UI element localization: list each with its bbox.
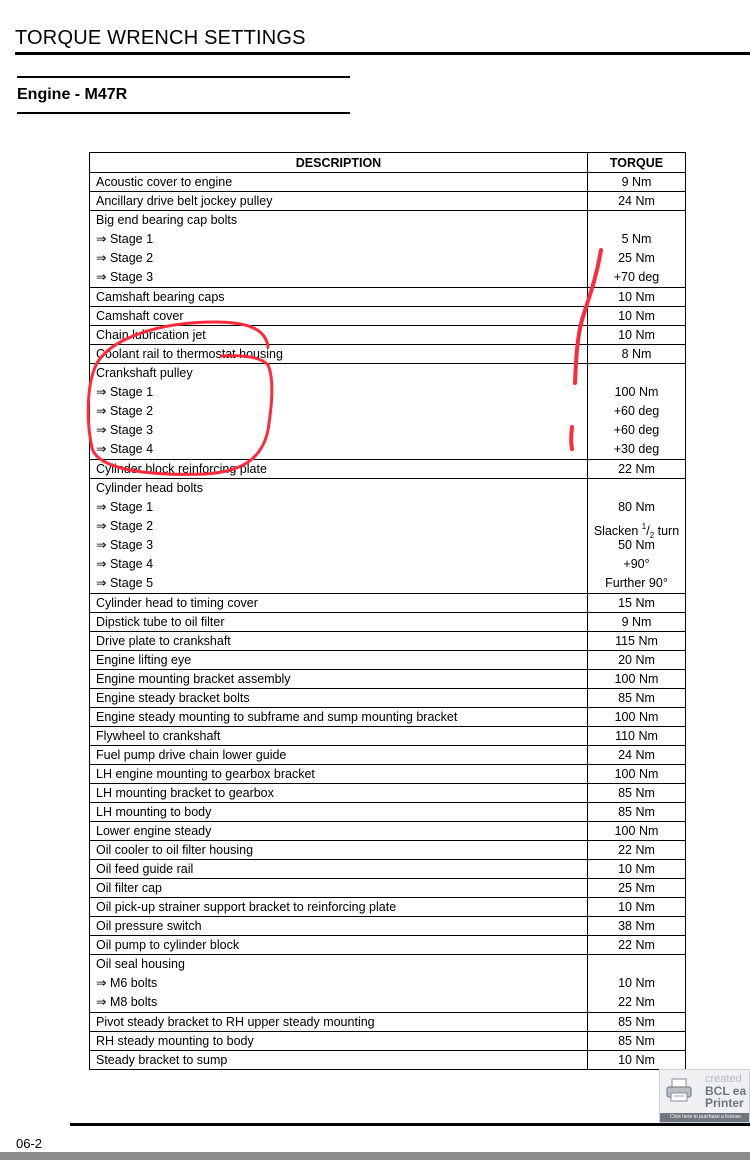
row-torque: 100 Nm [588, 670, 686, 689]
row-description: Camshaft bearing caps [90, 288, 588, 307]
stage-label: ⇒ Stage 3 [96, 270, 154, 284]
row-torque: 25 Nm [588, 879, 686, 898]
stage-label: ⇒ Stage 2 [96, 519, 154, 533]
table-header-row [90, 153, 686, 173]
table-row [90, 345, 686, 364]
row-torque: 85 Nm [588, 1032, 686, 1051]
table-row [90, 326, 686, 345]
stage-torque: +30 deg [613, 442, 660, 456]
row-description: Engine mounting bracket assembly [90, 670, 588, 689]
table-row [90, 1013, 686, 1032]
stage-label: ⇒ Stage 1 [96, 500, 154, 514]
stage-torque: 50 Nm [618, 538, 655, 552]
description-column-header: DESCRIPTION [90, 153, 588, 173]
stage-torque: 10 Nm [618, 976, 655, 990]
watermark-purchase-link[interactable]: Click here to purchase a license [660, 1113, 750, 1122]
row-description: Oil cooler to oil filter housing [90, 841, 588, 860]
stage-label: ⇒ Stage 1 [96, 385, 154, 399]
table-row [90, 784, 686, 803]
stage-torque: Slacken $^1/_2$ turn [593, 522, 680, 540]
watermark-text: created BCL ea Printer [705, 1073, 747, 1110]
row-description: Oil pick-up strainer support bracket to reinforcing plate [90, 898, 588, 917]
stage-torque: +70 deg [613, 270, 660, 284]
stage-label: ⇒ Stage 3 [96, 423, 154, 437]
row-torque: 10 Nm [588, 898, 686, 917]
table-row [90, 689, 686, 708]
row-description: Lower engine steady [90, 822, 588, 841]
page-title: TORQUE WRENCH SETTINGS [15, 27, 306, 49]
stage-torque: 22 Nm [618, 995, 655, 1009]
row-description: LH mounting to body [90, 803, 588, 822]
row-description: Oil filter cap [90, 879, 588, 898]
torque-column-header: TORQUE [588, 153, 686, 173]
row-description [90, 211, 588, 288]
row-torque: 110 Nm [588, 727, 686, 746]
row-torque: 85 Nm [588, 689, 686, 708]
watermark-badge[interactable] [659, 1069, 750, 1123]
table-row [90, 594, 686, 613]
group-title: Cylinder head bolts [96, 481, 204, 495]
stage-torque: 100 Nm [614, 385, 659, 399]
table-body [90, 173, 686, 1070]
row-torque: 24 Nm [588, 746, 686, 765]
row-description: Flywheel to crankshaft [90, 727, 588, 746]
table-row [90, 364, 686, 460]
row-torque: 115 Nm [588, 632, 686, 651]
row-description: Drive plate to crankshaft [90, 632, 588, 651]
stage-torque: +60 deg [613, 423, 660, 437]
row-torque: 10 Nm [588, 288, 686, 307]
table-row [90, 746, 686, 765]
stage-torque: 25 Nm [618, 251, 655, 265]
group-title: Crankshaft pulley [96, 366, 193, 380]
row-torque: 20 Nm [588, 651, 686, 670]
row-description: LH mounting bracket to gearbox [90, 784, 588, 803]
row-torque: 100 Nm [588, 708, 686, 727]
row-torque: 22 Nm [588, 841, 686, 860]
stage-torque: +60 deg [613, 404, 660, 418]
row-torque: 22 Nm [588, 936, 686, 955]
table-row [90, 822, 686, 841]
row-torque: 85 Nm [588, 784, 686, 803]
row-description: RH steady mounting to body [90, 1032, 588, 1051]
row-description: Chain lubrication jet [90, 326, 588, 345]
table-row [90, 841, 686, 860]
row-torque: 10 Nm [588, 307, 686, 326]
row-description: Engine steady bracket bolts [90, 689, 588, 708]
row-description: Fuel pump drive chain lower guide [90, 746, 588, 765]
table-row [90, 955, 686, 1013]
section-title: Engine - M47R [17, 86, 128, 103]
group-torque-blank [590, 479, 683, 498]
stage-label: ⇒ Stage 4 [96, 557, 154, 571]
row-description: Camshaft cover [90, 307, 588, 326]
title-rule [15, 52, 750, 55]
stage-label: ⇒ M6 bolts [96, 976, 158, 990]
section-rule-bottom [17, 112, 350, 114]
row-torque: 8 Nm [588, 345, 686, 364]
row-torque: 15 Nm [588, 594, 686, 613]
row-description: Engine steady mounting to subframe and sump mounting bracket [90, 708, 588, 727]
row-description [90, 955, 588, 1013]
row-torque: 24 Nm [588, 192, 686, 211]
stage-torque: +90° [623, 557, 650, 571]
table-row [90, 803, 686, 822]
row-torque [588, 211, 686, 288]
table-row [90, 211, 686, 288]
table-row [90, 1051, 686, 1070]
stage-torque: Further 90° [605, 576, 668, 590]
row-description: Acoustic cover to engine [90, 173, 588, 192]
row-description: Ancillary drive belt jockey pulley [90, 192, 588, 211]
table-row [90, 192, 686, 211]
table-row [90, 879, 686, 898]
bottom-scroll-bar [0, 1152, 750, 1160]
table-row [90, 632, 686, 651]
row-torque [588, 479, 686, 594]
footer-rule [70, 1123, 750, 1126]
group-torque-blank [590, 211, 683, 230]
row-torque: 10 Nm [588, 1051, 686, 1070]
row-description: Cylinder block reinforcing plate [90, 460, 588, 479]
printer-icon [666, 1078, 692, 1102]
table-row [90, 651, 686, 670]
row-torque: 100 Nm [588, 765, 686, 784]
page-number: 06-2 [16, 1136, 43, 1151]
row-description [90, 364, 588, 460]
row-torque: 38 Nm [588, 917, 686, 936]
table-row [90, 173, 686, 192]
stage-label: ⇒ M8 bolts [96, 995, 158, 1009]
table-row [90, 670, 686, 689]
row-torque: 85 Nm [588, 803, 686, 822]
row-description: Oil feed guide rail [90, 860, 588, 879]
stage-label: ⇒ Stage 2 [96, 251, 154, 265]
row-torque: 10 Nm [588, 326, 686, 345]
group-title: Oil seal housing [96, 957, 185, 971]
row-torque: 100 Nm [588, 822, 686, 841]
row-torque: 9 Nm [588, 173, 686, 192]
row-description: Oil pump to cylinder block [90, 936, 588, 955]
table-row [90, 288, 686, 307]
row-torque: 10 Nm [588, 860, 686, 879]
table-row [90, 765, 686, 784]
row-torque: 85 Nm [588, 1013, 686, 1032]
table-row [90, 708, 686, 727]
section-rule-top [17, 76, 350, 78]
row-description: Coolant rail to thermostat housing [90, 345, 588, 364]
table-row [90, 860, 686, 879]
stage-label: ⇒ Stage 2 [96, 404, 154, 418]
row-description [90, 479, 588, 594]
table-row [90, 917, 686, 936]
row-description: Oil pressure switch [90, 917, 588, 936]
stage-label: ⇒ Stage 1 [96, 232, 154, 246]
stage-label: ⇒ Stage 5 [96, 576, 154, 590]
row-description: Engine lifting eye [90, 651, 588, 670]
stage-label: ⇒ Stage 3 [96, 538, 154, 552]
stage-torque: 5 Nm [621, 232, 652, 246]
group-title: Big end bearing cap bolts [96, 213, 238, 227]
row-description: Steady bracket to sump [90, 1051, 588, 1070]
row-description: Pivot steady bracket to RH upper steady mounting [90, 1013, 588, 1032]
stage-torque: 80 Nm [618, 500, 655, 514]
table-row [90, 307, 686, 326]
row-description: LH engine mounting to gearbox bracket [90, 765, 588, 784]
table-row [90, 936, 686, 955]
stage-label: ⇒ Stage 4 [96, 442, 154, 456]
torque-table [89, 152, 686, 1070]
table-row [90, 479, 686, 594]
table-row [90, 613, 686, 632]
table-row [90, 898, 686, 917]
table-row [90, 460, 686, 479]
group-torque-blank [590, 955, 683, 974]
table-row [90, 727, 686, 746]
row-description: Cylinder head to timing cover [90, 594, 588, 613]
row-description: Dipstick tube to oil filter [90, 613, 588, 632]
table-row [90, 1032, 686, 1051]
row-torque: 9 Nm [588, 613, 686, 632]
row-torque: 22 Nm [588, 460, 686, 479]
row-torque [588, 364, 686, 460]
group-torque-blank [590, 364, 683, 383]
row-torque [588, 955, 686, 1013]
